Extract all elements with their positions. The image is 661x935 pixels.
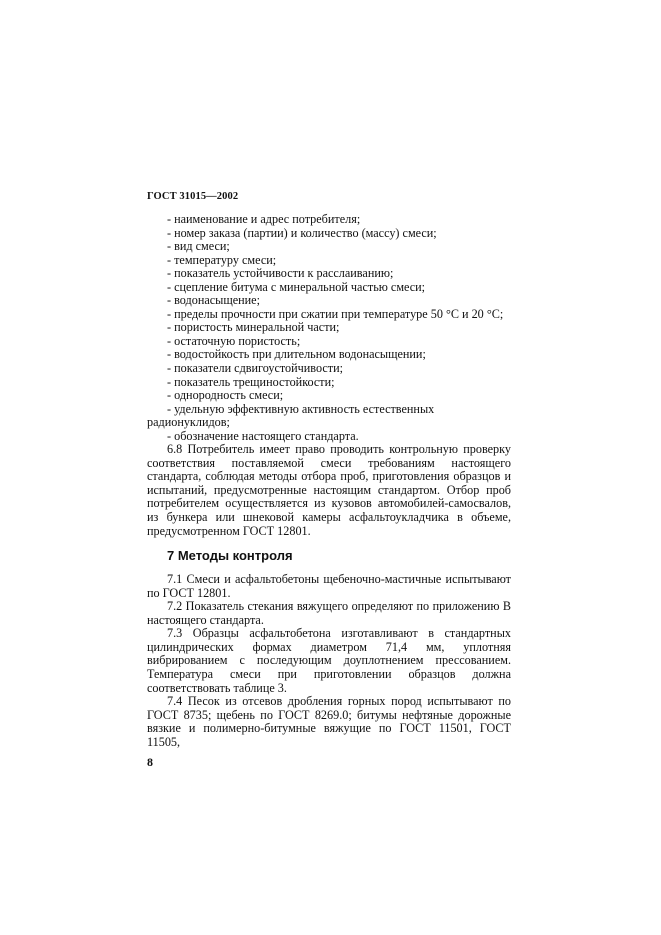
list-item: - удельную эффективную активность естественных радионуклидов;	[147, 401, 435, 430]
paragraph-7-1: 7.1 Смеси и асфальтобетоны щебеночно-мастичные испытывают по ГОСТ 12801.	[147, 572, 511, 600]
page-header-doc-id: ГОСТ 31015—2002	[147, 191, 239, 202]
list-item: - пористость минеральной части;	[167, 320, 340, 335]
list-item: - вид смеси;	[167, 239, 230, 254]
paragraph-7-3: 7.3 Образцы асфальтобетона изготавливают в стандартных цилиндрических формах диаметром 71,4 мм, уплотняя вибрированием с последующим доуплотнением прессованием. Температура смеси при приготовлении образцов должна соответствовать таблице 3.	[147, 626, 511, 695]
list-item: - температуру смеси;	[167, 252, 277, 267]
page-content	[147, 213, 511, 749]
requirements-list	[147, 213, 511, 443]
list-item: - пределы прочности при сжатии при температуре 50 °С и 20 °С;	[167, 306, 504, 321]
list-item: - однородность смеси;	[167, 388, 284, 403]
list-item: - водонасыщение;	[167, 293, 260, 308]
list-item: - остаточную пористость;	[167, 333, 301, 348]
paragraph-7-2: 7.2 Показатель стекания вяжущего определяют по приложению В настоящего стандарта.	[147, 599, 511, 627]
page-number: 8	[147, 755, 153, 769]
section-title: 7 Методы контроля	[167, 548, 293, 564]
paragraph-7-4: 7.4 Песок из отсевов дробления горных пород испытывают по ГОСТ 8735; щебень по ГОСТ 8269.0; битумы нефтяные дорожные вязкие и полимерно-битумные вяжущие по ГОСТ 11501, ГОСТ 11505,	[147, 694, 511, 749]
list-item: - показатели сдвигоустойчивости;	[167, 361, 344, 376]
list-item: - показатель устойчивости к расслаиванию;	[167, 266, 394, 281]
list-item: - сцепление битума с минеральной частью смеси;	[167, 279, 426, 294]
list-item: - номер заказа (партии) и количество (массу) смеси;	[167, 225, 437, 240]
list-item: - наименование и адрес потребителя;	[167, 212, 361, 226]
list-item: - водостойкость при длительном водонасыщении;	[167, 347, 426, 362]
paragraph-6-8: 6.8 Потребитель имеет право проводить контрольную проверку соответствия поставляемой смеси требованиям настоящего стандарта, соблюдая методы отбора проб, приготовления образцов и испытаний, предусмотренные настоящим стандартом. Отбор проб потребителем осуществляется из кузовов автомобилей-самосвалов, из бункера или шнековой камеры асфальтоукладчика в объеме, предусмотренном ГОСТ 12801.	[147, 442, 511, 538]
list-item: - обозначение настоящего стандарта.	[167, 428, 359, 443]
list-item: - показатель трещиностойкости;	[167, 374, 335, 389]
